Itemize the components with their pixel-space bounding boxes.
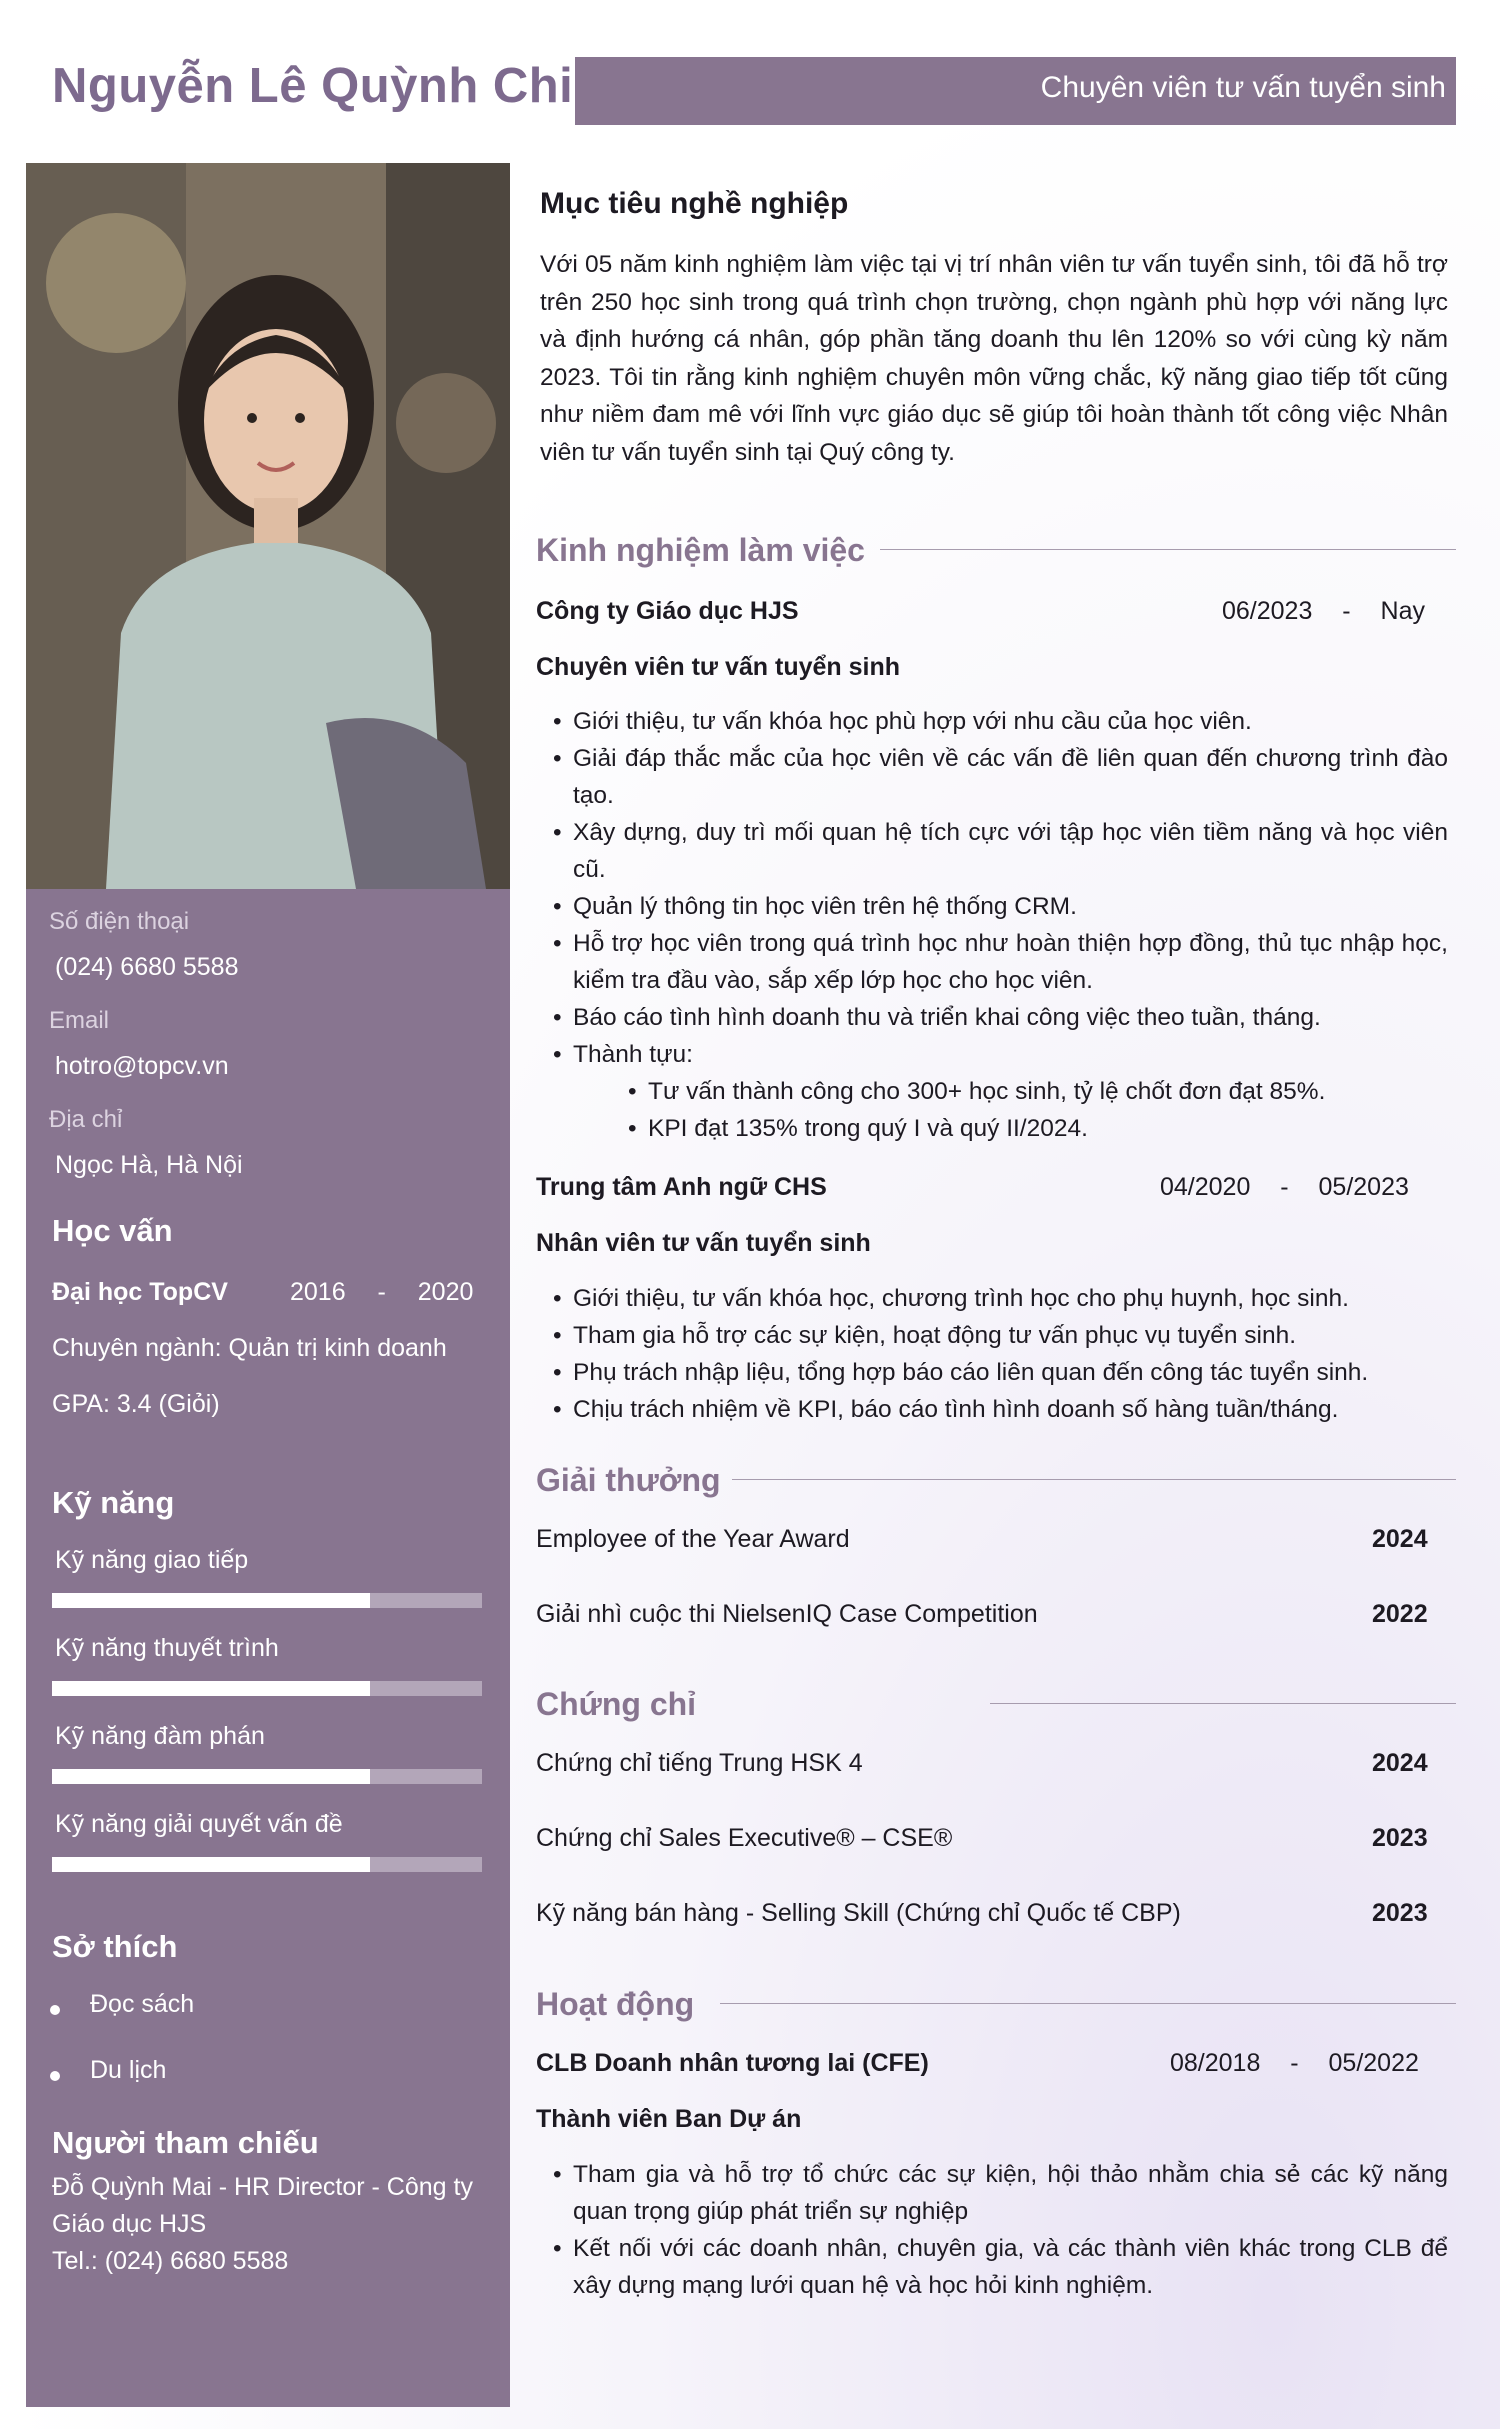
activity-sep: -: [1290, 2049, 1299, 2077]
education-school: Đại học TopCV: [52, 1278, 228, 1306]
list-item: • Chịu trách nhiệm về KPI, báo cáo tình hình doanh số hàng tuần/tháng.: [553, 1391, 1448, 1428]
skills-heading: Kỹ năng: [52, 1485, 175, 1520]
job-end: 05/2023: [1318, 1173, 1409, 1201]
list-item: • Kết nối với các doanh nhân, chuyên gia, và các thành viên khác trong CLB để xây dựng mạng lưới quan hệ và học hỏi kinh nghiệm.: [553, 2230, 1448, 2304]
list-item: • Xây dựng, duy trì mối quan hệ tích cực với tập học viên tiềm năng và học viên cũ.: [553, 814, 1448, 888]
job-company: Công ty Giáo dục HJS: [536, 597, 799, 625]
job-sep: -: [1280, 1173, 1289, 1201]
job-sep: -: [1342, 597, 1351, 625]
reference-person: Đỗ Quỳnh Mai - HR Director - Công ty Giáo dục HJS: [52, 2173, 473, 2238]
hobby-item: Du lịch: [90, 2056, 167, 2084]
skill-name: Kỹ năng giao tiếp: [55, 1546, 249, 1574]
job-end: Nay: [1380, 597, 1425, 625]
skill-name: Kỹ năng đàm phán: [55, 1722, 265, 1750]
education-start: 2016: [290, 1278, 346, 1306]
education-major: Chuyên ngành: Quản trị kinh doanh: [52, 1334, 447, 1362]
candidate-name: Nguyễn Lê Quỳnh Chi: [52, 59, 574, 113]
certificate-year: 2024: [1372, 1749, 1428, 1777]
objective-heading: Mục tiêu nghề nghiệp: [540, 187, 849, 220]
list-item: • Thành tựu:: [553, 1036, 1448, 1073]
job-dates: [1222, 597, 1425, 626]
job-bullets: [553, 703, 1448, 1073]
address-label: Địa chỉ: [49, 1106, 123, 1133]
education-gpa: GPA: 3.4 (Giỏi): [52, 1390, 220, 1418]
section-divider: [990, 1703, 1456, 1704]
list-item: • Giới thiệu, tư vấn khóa học, chương trình học cho phụ huynh, học sinh.: [553, 1280, 1448, 1317]
list-item: • KPI đạt 135% trong quý I và quý II/2024.: [628, 1110, 1448, 1147]
section-divider: [880, 549, 1456, 550]
activity-bullets: [553, 2156, 1448, 2304]
certificate-year: 2023: [1372, 1899, 1428, 1927]
list-item: • Tham gia và hỗ trợ tổ chức các sự kiện, hội thảo nhằm chia sẻ các kỹ năng quan trọng giúp phát triển sự nghiệp: [553, 2156, 1448, 2230]
job-role: Chuyên viên tư vấn tuyển sinh: [536, 653, 901, 681]
education-end: 2020: [417, 1278, 474, 1306]
award-name: Giải nhì cuộc thi NielsenIQ Case Competition: [536, 1600, 1038, 1628]
hobbies-heading: Sở thích: [52, 1929, 178, 1964]
award-year: 2024: [1372, 1525, 1428, 1553]
achievement-bullets: [628, 1073, 1448, 1147]
education-sep: -: [377, 1278, 386, 1306]
job-role: Nhân viên tư vấn tuyển sinh: [536, 1229, 871, 1257]
section-divider: [720, 2003, 1456, 2004]
list-item: • Giải đáp thắc mắc của học viên về các vấn đề liên quan đến chương trình đào tạo.: [553, 740, 1448, 814]
certificate-name: Chứng chỉ Sales Executive® – CSE®: [536, 1824, 953, 1852]
list-item: • Báo cáo tình hình doanh thu và triển khai công việc theo tuần, tháng.: [553, 999, 1448, 1036]
reference-tel[interactable]: Tel.: (024) 6680 5588: [52, 2247, 289, 2275]
education-heading: Học vấn: [52, 1213, 173, 1248]
job-start: 04/2020: [1160, 1173, 1251, 1201]
address-value: Ngọc Hà, Hà Nội: [55, 1151, 243, 1179]
certificates-heading: Chứng chỉ: [536, 1686, 697, 1722]
award-name: Employee of the Year Award: [536, 1525, 850, 1553]
list-item: • Phụ trách nhập liệu, tổng hợp báo cáo liên quan đến công tác tuyển sinh.: [553, 1354, 1448, 1391]
list-item: • Tư vấn thành công cho 300+ học sinh, tỷ lệ chốt đơn đạt 85%.: [628, 1073, 1448, 1110]
phone-label: Số điện thoại: [49, 908, 190, 935]
skill-name: Kỹ năng thuyết trình: [55, 1634, 279, 1662]
objective-text: Với 05 năm kinh nghiệm làm việc tại vị trí nhân viên tư vấn tuyển sinh, tôi đã hỗ trợ trên 250 học sinh trong quá trình chọn trường, chọn ngành phù hợp với năng lực và định hướng cá nhân, góp phần tăng doanh thu lên 120% so với cùng kỳ năm 2023. Tôi tin rằng kinh nghiệm chuyên môn vững chắc, kỹ năng giao tiếp tốt cũng như niềm đam mê với lĩnh vực giáo dục sẽ giúp tôi hoàn thành tốt công việc Nhân viên tư vấn tuyển sinh tại Quý công ty.: [540, 251, 1448, 466]
reference-heading: Người tham chiếu: [52, 2125, 319, 2160]
activity-end: 05/2022: [1328, 2049, 1419, 2077]
certificate-year: 2023: [1372, 1824, 1428, 1852]
activity-start: 08/2018: [1170, 2049, 1261, 2077]
position-title: Chuyên viên tư vấn tuyển sinh: [1040, 71, 1446, 104]
list-item: • Hỗ trợ học viên trong quá trình học như hoàn thiện hợp đồng, thủ tục nhập học, kiểm tra đầu vào, sắp xếp lớp học cho học viên.: [553, 925, 1448, 999]
certificate-name: Chứng chỉ tiếng Trung HSK 4: [536, 1749, 863, 1777]
awards-heading: Giải thưởng: [536, 1462, 721, 1498]
hobby-item: Đọc sách: [90, 1990, 195, 2018]
experience-heading: Kinh nghiệm làm việc: [536, 532, 865, 568]
section-divider: [732, 1479, 1456, 1480]
activities-heading: Hoạt động: [536, 1986, 695, 2022]
email-value[interactable]: hotro@topcv.vn: [55, 1052, 229, 1080]
job-bullets: [553, 1280, 1448, 1428]
skill-name: Kỹ năng giải quyết vấn đề: [55, 1810, 343, 1838]
activity-role: Thành viên Ban Dự án: [536, 2105, 802, 2133]
list-item: • Giới thiệu, tư vấn khóa học phù hợp với nhu cầu của học viên.: [553, 703, 1448, 740]
phone-value[interactable]: (024) 6680 5588: [55, 953, 239, 981]
job-start: 06/2023: [1222, 597, 1313, 625]
email-label: Email: [49, 1007, 110, 1034]
activity-org: CLB Doanh nhân tương lai (CFE): [536, 2049, 929, 2077]
certificate-name: Kỹ năng bán hàng - Selling Skill (Chứng chỉ Quốc tế CBP): [536, 1899, 1181, 1927]
job-dates: [1160, 1173, 1409, 1202]
job-company: Trung tâm Anh ngữ CHS: [536, 1173, 827, 1201]
list-item: • Tham gia hỗ trợ các sự kiện, hoạt động tư vấn phục vụ tuyển sinh.: [553, 1317, 1448, 1354]
list-item: • Quản lý thông tin học viên trên hệ thống CRM.: [553, 888, 1448, 925]
award-year: 2022: [1372, 1600, 1428, 1628]
activity-dates: [1170, 2049, 1419, 2078]
